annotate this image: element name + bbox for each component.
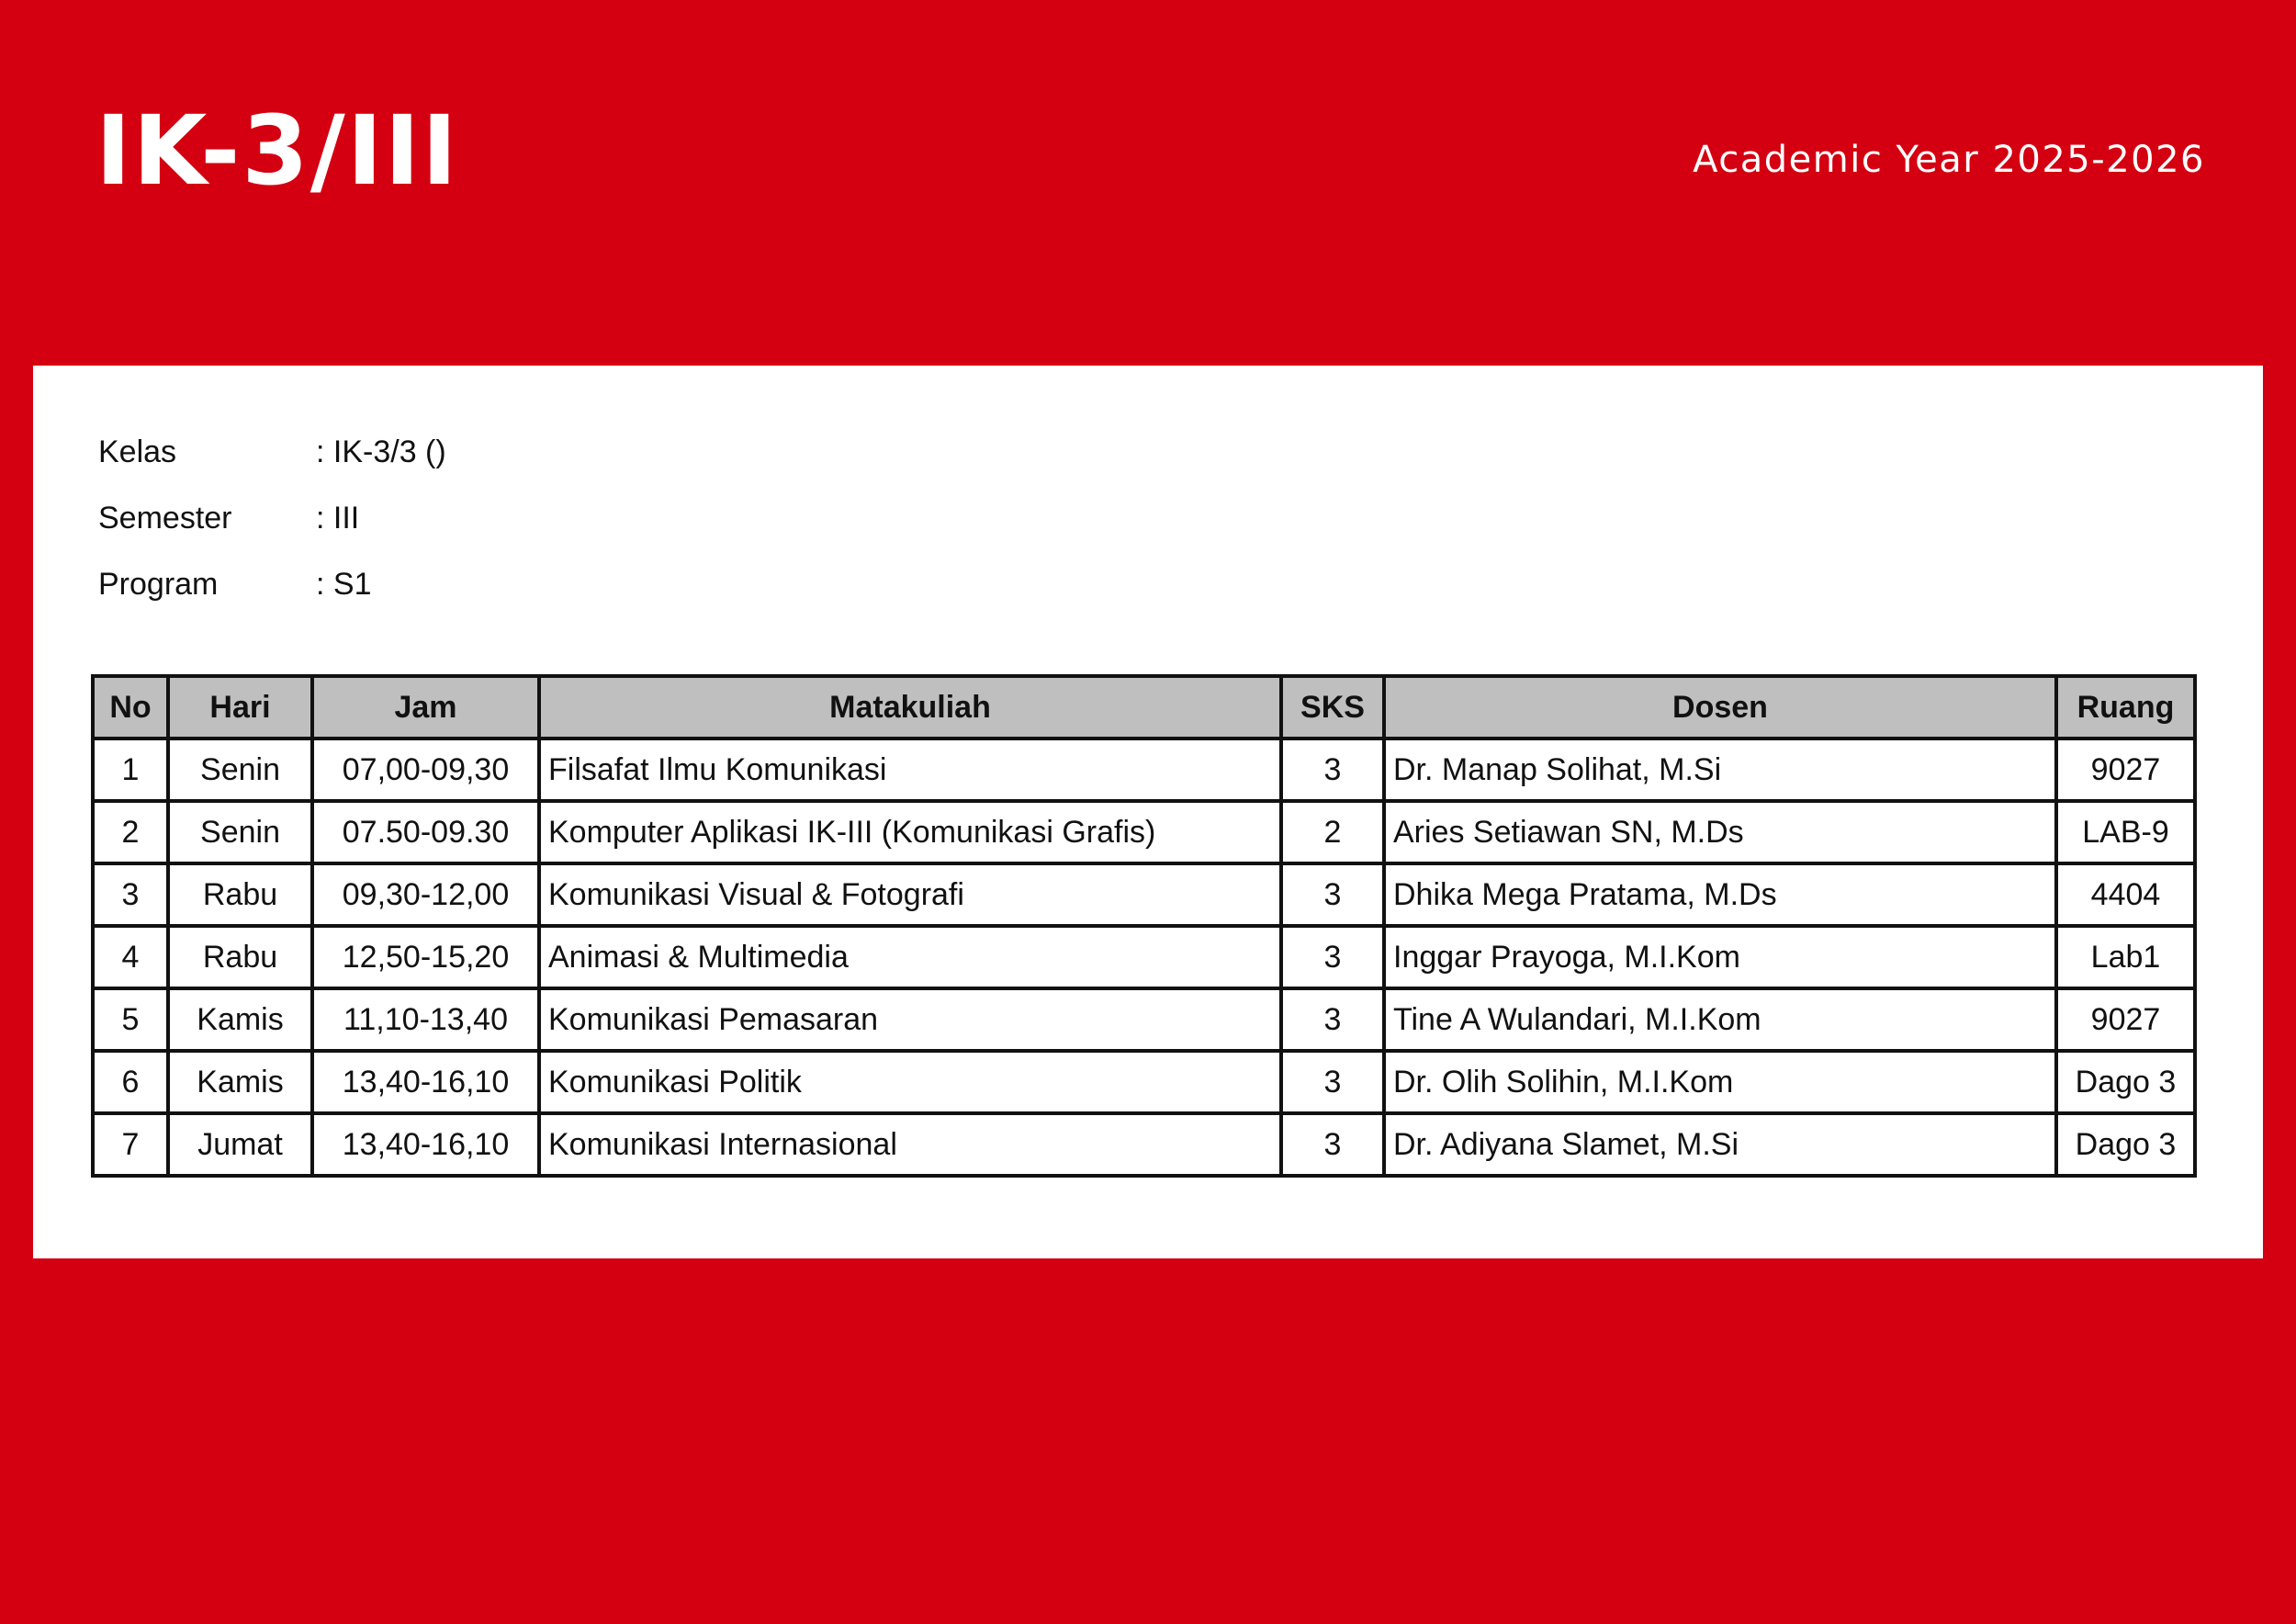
cell-jam: 07,00-09,30 bbox=[312, 739, 539, 801]
page-title: IK-3/III bbox=[96, 95, 459, 207]
schedule-table bbox=[91, 674, 2197, 1178]
cell-ruang: Dago 3 bbox=[2056, 1051, 2195, 1113]
cell-dosen: Dr. Adiyana Slamet, M.Si bbox=[1384, 1113, 2056, 1176]
cell-hari: Kamis bbox=[168, 1051, 312, 1113]
cell-hari: Rabu bbox=[168, 863, 312, 926]
info-row-semester bbox=[98, 485, 446, 551]
cell-ruang: LAB-9 bbox=[2056, 801, 2195, 863]
cell-sks: 3 bbox=[1281, 988, 1384, 1051]
table-row bbox=[93, 926, 2195, 988]
cell-matakuliah: Komunikasi Politik bbox=[539, 1051, 1281, 1113]
cell-hari: Kamis bbox=[168, 988, 312, 1051]
column-header-dosen: Dosen bbox=[1384, 676, 2056, 739]
table-header-row bbox=[93, 676, 2195, 739]
column-header-ruang: Ruang bbox=[2056, 676, 2195, 739]
cell-jam: 09,30-12,00 bbox=[312, 863, 539, 926]
cell-dosen: Aries Setiawan SN, M.Ds bbox=[1384, 801, 2056, 863]
info-label: Semester bbox=[98, 500, 232, 536]
class-info bbox=[98, 419, 446, 617]
table-row bbox=[93, 1051, 2195, 1113]
cell-hari: Rabu bbox=[168, 926, 312, 988]
cell-ruang: 4404 bbox=[2056, 863, 2195, 926]
cell-sks: 3 bbox=[1281, 1113, 1384, 1176]
cell-sks: 3 bbox=[1281, 739, 1384, 801]
cell-hari: Jumat bbox=[168, 1113, 312, 1176]
info-row-program bbox=[98, 551, 446, 617]
schedule-table-wrap bbox=[91, 674, 2197, 1178]
cell-matakuliah: Komputer Aplikasi IK-III (Komunikasi Grafis) bbox=[539, 801, 1281, 863]
cell-matakuliah: Komunikasi Internasional bbox=[539, 1113, 1281, 1176]
cell-sks: 2 bbox=[1281, 801, 1384, 863]
table-row bbox=[93, 1113, 2195, 1176]
info-label: Kelas bbox=[98, 434, 177, 469]
cell-matakuliah: Komunikasi Pemasaran bbox=[539, 988, 1281, 1051]
table-row bbox=[93, 739, 2195, 801]
schedule-card bbox=[33, 366, 2263, 1258]
cell-no: 7 bbox=[93, 1113, 168, 1176]
cell-matakuliah: Komunikasi Visual & Fotografi bbox=[539, 863, 1281, 926]
cell-jam: 13,40-16,10 bbox=[312, 1051, 539, 1113]
cell-jam: 13,40-16,10 bbox=[312, 1113, 539, 1176]
table-row bbox=[93, 988, 2195, 1051]
cell-jam: 11,10-13,40 bbox=[312, 988, 539, 1051]
cell-ruang: Lab1 bbox=[2056, 926, 2195, 988]
column-header-sks: SKS bbox=[1281, 676, 1384, 739]
cell-hari: Senin bbox=[168, 739, 312, 801]
cell-no: 1 bbox=[93, 739, 168, 801]
cell-hari: Senin bbox=[168, 801, 312, 863]
cell-jam: 12,50-15,20 bbox=[312, 926, 539, 988]
cell-matakuliah: Filsafat Ilmu Komunikasi bbox=[539, 739, 1281, 801]
cell-dosen: Dr. Manap Solihat, M.Si bbox=[1384, 739, 2056, 801]
cell-ruang: Dago 3 bbox=[2056, 1113, 2195, 1176]
column-header-hari: Hari bbox=[168, 676, 312, 739]
column-header-jam: Jam bbox=[312, 676, 539, 739]
cell-no: 3 bbox=[93, 863, 168, 926]
info-value: : IK-3/3 () bbox=[316, 434, 446, 469]
info-label: Program bbox=[98, 566, 219, 602]
academic-year: Academic Year 2025-2026 bbox=[1693, 139, 2205, 181]
cell-sks: 3 bbox=[1281, 926, 1384, 988]
cell-dosen: Tine A Wulandari, M.I.Kom bbox=[1384, 988, 2056, 1051]
cell-jam: 07.50-09.30 bbox=[312, 801, 539, 863]
cell-ruang: 9027 bbox=[2056, 988, 2195, 1051]
column-header-matakuliah: Matakuliah bbox=[539, 676, 1281, 739]
cell-no: 5 bbox=[93, 988, 168, 1051]
cell-no: 6 bbox=[93, 1051, 168, 1113]
info-value: : III bbox=[316, 500, 360, 536]
cell-no: 2 bbox=[93, 801, 168, 863]
info-row-kelas bbox=[98, 419, 446, 485]
info-value: : S1 bbox=[316, 566, 372, 602]
cell-no: 4 bbox=[93, 926, 168, 988]
table-row bbox=[93, 801, 2195, 863]
cell-sks: 3 bbox=[1281, 863, 1384, 926]
table-row bbox=[93, 863, 2195, 926]
cell-dosen: Dr. Olih Solihin, M.I.Kom bbox=[1384, 1051, 2056, 1113]
cell-ruang: 9027 bbox=[2056, 739, 2195, 801]
column-header-no: No bbox=[93, 676, 168, 739]
cell-matakuliah: Animasi & Multimedia bbox=[539, 926, 1281, 988]
cell-sks: 3 bbox=[1281, 1051, 1384, 1113]
cell-dosen: Dhika Mega Pratama, M.Ds bbox=[1384, 863, 2056, 926]
cell-dosen: Inggar Prayoga, M.I.Kom bbox=[1384, 926, 2056, 988]
